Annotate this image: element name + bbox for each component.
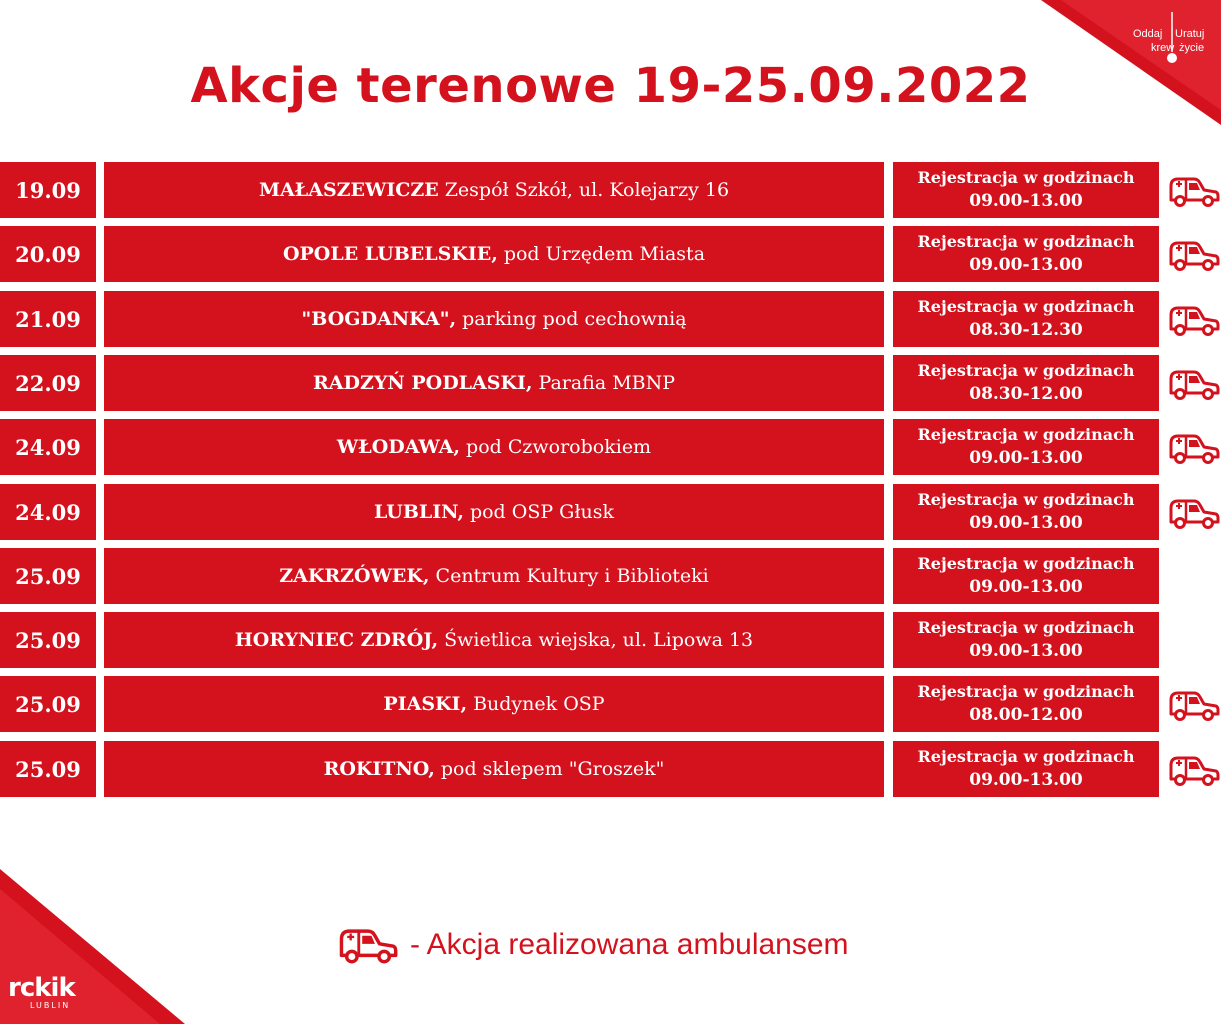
registration-hours: 08.30-12.30 (969, 320, 1083, 340)
page-title: Akcje terenowe 19-25.09.2022 (190, 58, 1031, 114)
registration-hours: 09.00-13.00 (969, 641, 1083, 661)
ambulance-icon (1168, 367, 1220, 401)
table-row (0, 741, 1221, 797)
event-registration (893, 162, 1159, 218)
event-registration (893, 612, 1159, 668)
event-registration (893, 291, 1159, 347)
ambulance-icon (1168, 688, 1220, 722)
ambulance-icon (1168, 238, 1220, 272)
event-detail: parking pod cechownią (462, 308, 687, 330)
event-registration (893, 484, 1159, 540)
registration-label: Rejestracja w godzinach (917, 361, 1135, 380)
registration-label: Rejestracja w godzinach (917, 168, 1135, 187)
event-registration (893, 548, 1159, 604)
event-date: 19.09 (0, 162, 96, 218)
event-detail: pod Urzędem Miasta (503, 243, 706, 265)
event-location (104, 355, 884, 411)
table-row (0, 548, 1221, 604)
event-location (104, 741, 884, 797)
table-row (0, 226, 1221, 282)
event-detail: Świetlica wiejska, ul. Lipowa 13 (444, 629, 754, 651)
logo-bottom-left (8, 973, 75, 1010)
registration-hours: 09.00-13.00 (969, 577, 1083, 597)
ambulance-icon (1168, 431, 1220, 465)
table-row (0, 676, 1221, 732)
event-date: 25.09 (0, 676, 96, 732)
event-date: 25.09 (0, 741, 96, 797)
event-detail: pod Czworobokiem (466, 436, 652, 458)
event-registration (893, 226, 1159, 282)
event-date: 21.09 (0, 291, 96, 347)
event-registration (893, 419, 1159, 475)
ambulance-icon (338, 923, 398, 967)
event-place: ZAKRZÓWEK, (279, 565, 430, 587)
table-row (0, 484, 1221, 540)
event-registration (893, 676, 1159, 732)
event-date: 25.09 (0, 612, 96, 668)
event-date: 25.09 (0, 548, 96, 604)
registration-label: Rejestracja w godzinach (917, 297, 1135, 316)
logo-text-krew: krew (1151, 42, 1175, 54)
registration-hours: 08.00-12.00 (969, 705, 1083, 725)
table-row (0, 419, 1221, 475)
event-place: ROKITNO, (323, 758, 435, 780)
ambulance-icon (1168, 303, 1220, 337)
logo-text-oddaj: Oddaj (1133, 28, 1163, 40)
event-date: 24.09 (0, 484, 96, 540)
logo-text-zycie: życie (1179, 42, 1205, 54)
event-registration (893, 741, 1159, 797)
event-detail: Centrum Kultury i Biblioteki (435, 565, 709, 587)
ambulance-icon (1168, 753, 1220, 787)
registration-hours: 08.30-12.00 (969, 384, 1083, 404)
event-detail: Zespół Szkół, ul. Kolejarzy 16 (444, 179, 730, 201)
event-date: 20.09 (0, 226, 96, 282)
event-detail: Budynek OSP (473, 693, 605, 715)
ambulance-icon (1168, 174, 1220, 208)
event-registration (893, 355, 1159, 411)
event-place: WŁODAWA, (336, 436, 461, 458)
event-date: 22.09 (0, 355, 96, 411)
logo-mark: rckik (8, 973, 75, 1003)
event-location (104, 162, 884, 218)
registration-label: Rejestracja w godzinach (917, 554, 1135, 573)
event-location (104, 226, 884, 282)
registration-label: Rejestracja w godzinach (917, 618, 1135, 637)
event-place: OPOLE LUBELSKIE, (282, 243, 498, 265)
table-row (0, 355, 1221, 411)
event-place: LUBLIN, (373, 501, 464, 523)
event-place: MAŁASZEWICZE (258, 179, 439, 201)
legend (338, 920, 849, 970)
registration-hours: 09.00-13.00 (969, 770, 1083, 790)
event-detail: pod sklepem "Groszek" (440, 758, 665, 780)
registration-label: Rejestracja w godzinach (917, 682, 1135, 701)
registration-hours: 09.00-13.00 (969, 255, 1083, 275)
table-row (0, 291, 1221, 347)
logo-text-uratuj: Uratuj (1175, 28, 1205, 40)
event-place: HORYNIEC ZDRÓJ, (234, 629, 439, 651)
event-location (104, 484, 884, 540)
registration-hours: 09.00-13.00 (969, 191, 1083, 211)
event-place: "BOGDANKA", (301, 308, 457, 330)
event-date: 24.09 (0, 419, 96, 475)
registration-label: Rejestracja w godzinach (917, 490, 1135, 509)
registration-hours: 09.00-13.00 (969, 513, 1083, 533)
event-place: PIASKI, (383, 693, 468, 715)
event-place: RADZYŃ PODLASKI, (312, 372, 533, 394)
registration-label: Rejestracja w godzinach (917, 232, 1135, 251)
ambulance-icon (1168, 496, 1220, 530)
event-detail: Parafia MBNP (538, 372, 676, 394)
registration-label: Rejestracja w godzinach (917, 747, 1135, 766)
logo-sub: LUBLIN (30, 1001, 71, 1010)
registration-hours: 09.00-13.00 (969, 448, 1083, 468)
event-location (104, 676, 884, 732)
table-row (0, 162, 1221, 218)
legend-text: - Akcja realizowana ambulansem (410, 928, 849, 961)
event-location (104, 419, 884, 475)
event-location (104, 291, 884, 347)
table-row (0, 612, 1221, 668)
event-location (104, 612, 884, 668)
event-location (104, 548, 884, 604)
registration-label: Rejestracja w godzinach (917, 425, 1135, 444)
event-detail: pod OSP Głusk (469, 501, 615, 523)
